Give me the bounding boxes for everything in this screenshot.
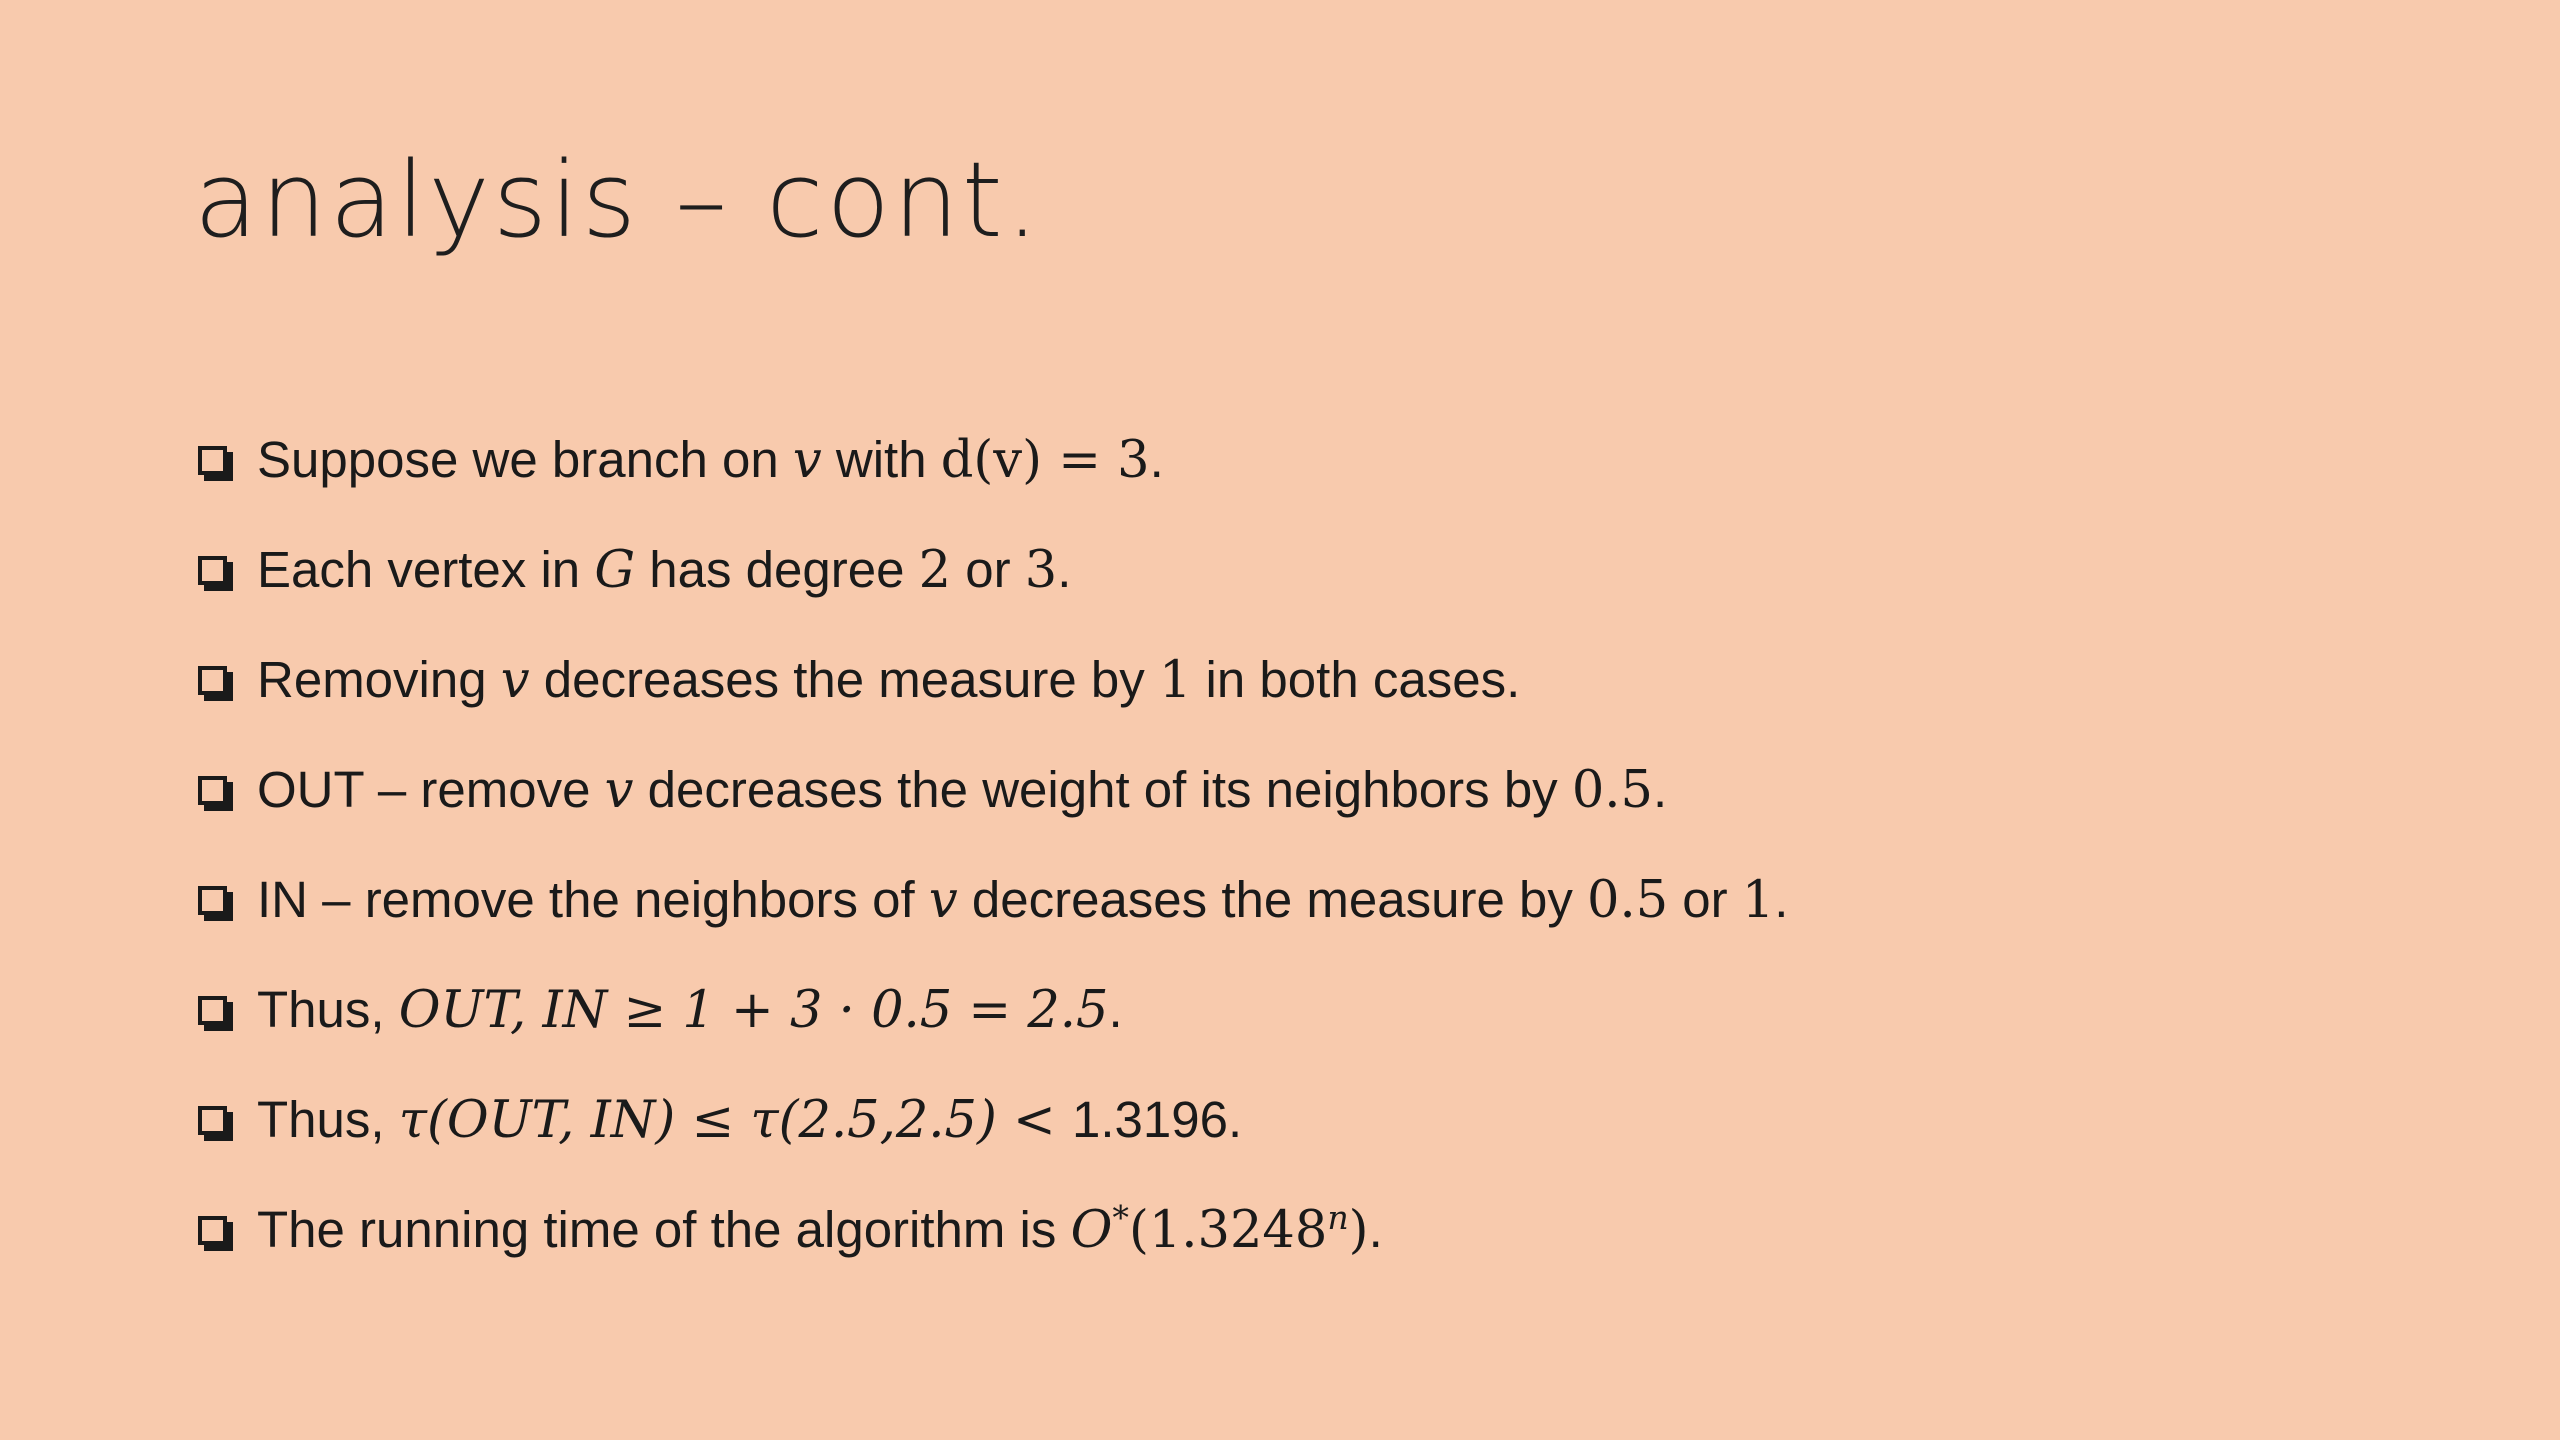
- bullet-item: [198, 405, 1788, 515]
- bullet-text: OUT – remove v decreases the weight of its neighbors by 0.5.: [257, 761, 1668, 820]
- bullet-text: Each vertex in G has degree 2 or 3.: [257, 541, 1072, 600]
- checkbox-bullet-icon: [198, 1106, 227, 1135]
- checkbox-bullet-icon: [198, 446, 227, 475]
- bullet-item: [198, 1065, 1788, 1175]
- bullet-text: Thus, OUT, IN ≥ 1 + 3 · 0.5 = 2.5.: [257, 981, 1123, 1040]
- bullet-text: Thus, τ(OUT, IN) ≤ τ(2.5,2.5) < 1.3196.: [257, 1091, 1243, 1150]
- checkbox-bullet-icon: [198, 886, 227, 915]
- bullet-item: [198, 955, 1788, 1065]
- bullet-item: [198, 1175, 1788, 1285]
- checkbox-bullet-icon: [198, 556, 227, 585]
- bullet-text: Removing v decreases the measure by 1 in both cases.: [257, 651, 1521, 710]
- bullet-list: [198, 405, 1788, 1285]
- checkbox-bullet-icon: [198, 1216, 227, 1245]
- bullet-item: [198, 515, 1788, 625]
- bullet-item: [198, 845, 1788, 955]
- bullet-item: [198, 625, 1788, 735]
- bullet-item: [198, 735, 1788, 845]
- slide-title: analysis – cont.: [194, 139, 1042, 261]
- bullet-text: Suppose we branch on v with d(v) = 3.: [257, 431, 1164, 490]
- checkbox-bullet-icon: [198, 776, 227, 805]
- checkbox-bullet-icon: [198, 996, 227, 1025]
- bullet-text: IN – remove the neighbors of v decreases the measure by 0.5 or 1.: [257, 871, 1789, 930]
- bullet-text: The running time of the algorithm is O*(1.3248$^n$).: [257, 1197, 1383, 1260]
- checkbox-bullet-icon: [198, 666, 227, 695]
